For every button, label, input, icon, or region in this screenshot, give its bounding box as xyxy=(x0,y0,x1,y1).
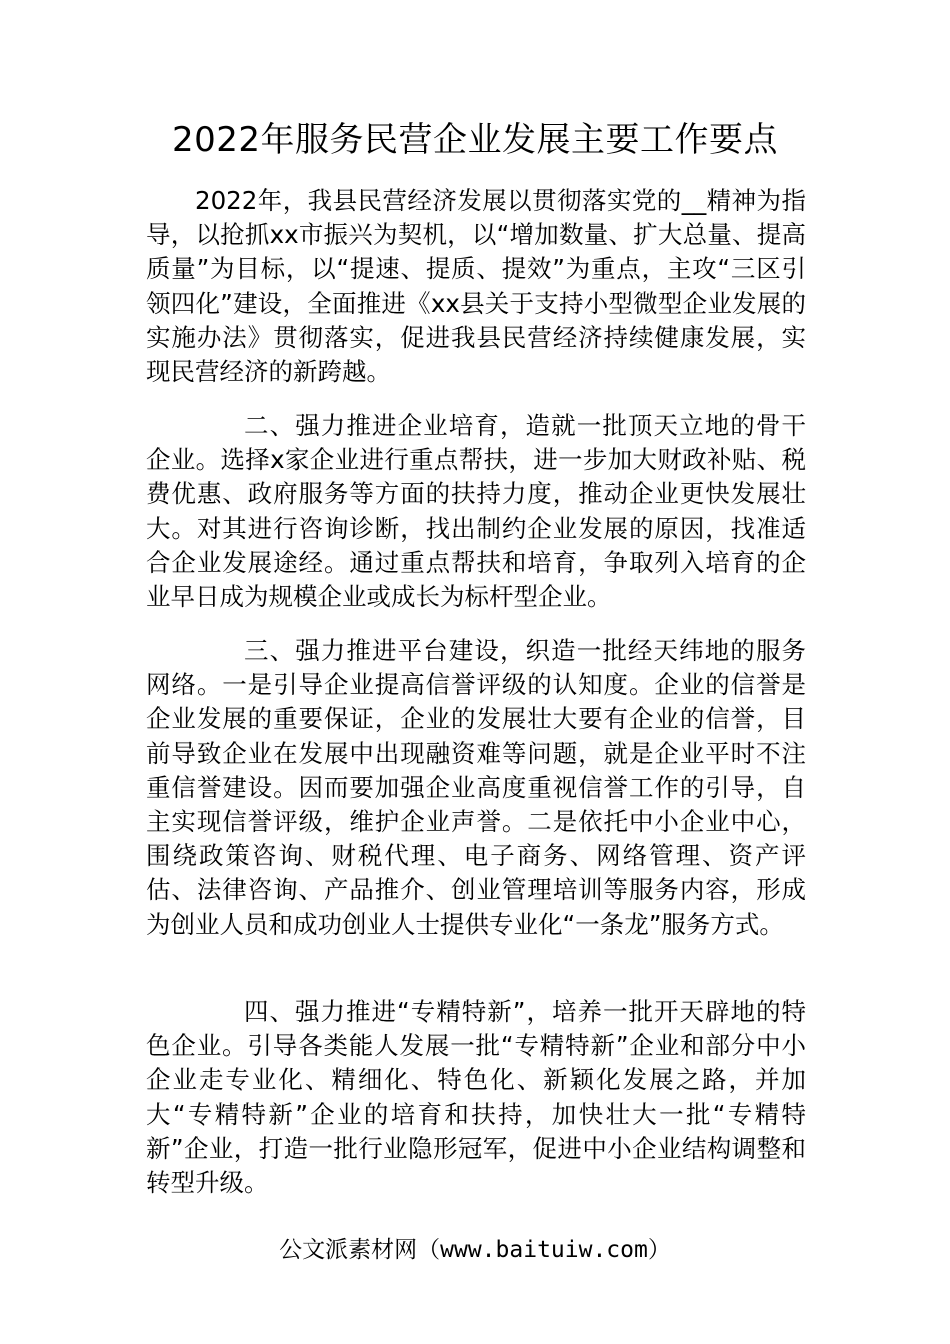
document-title: 2022年服务民营企业发展主要工作要点 xyxy=(171,120,779,160)
footer-watermark xyxy=(0,1232,950,1268)
paragraph-specialized-enterprises: 四、强力推进“专精特新”，培养一批开天辟地的特色企业。引导各类能人发展一批“专精特新”企业和部分中小企业走专业化、精细化、特色化、新颖化发展之路，并加大“专精特新”企业的培育和扶持，加快壮大一批“专精特新”企业，打造一批行业隐形冠军，促进中小企业结构调整和转型升级。 xyxy=(146,997,806,1198)
paragraph-enterprise-cultivation: 二、强力推进企业培育，造就一批顶天立地的骨干企业。选择x家企业进行重点帮扶，进一步加大财政补贴、税费优惠、政府服务等方面的扶持力度，推动企业更快发展壮大。对其进行咨询诊断，找出制约企业发展的原因，找准适合企业发展途经。通过重点帮扶和培育，争取列入培育的企业早日成为规模企业或成长为标杆型企业。 xyxy=(146,411,806,612)
paragraph-platform-construction: 三、强力推进平台建设，织造一批经天纬地的服务网络。一是引导企业提高信誉评级的认知度。企业的信誉是企业发展的重要保证，企业的发展壮大要有企业的信誉，目前导致企业在发展中出现融资难等问题，就是企业平时不注重信誉建设。因而要加强企业高度重视信誉工作的引导，自主实现信誉评级，维护企业声誉。二是依托中小企业中心，围绕政策咨询、财税代理、电子商务、网络管理、资产评估、法律咨询、产品推介、创业管理培训等服务内容，形成为创业人员和成功创业人士提供专业化“一条龙”服务方式。 xyxy=(146,636,806,939)
paragraph-intro: 2022年，我县民营经济发展以贯彻落实党的__精神为指导，以抢抓xx市振兴为契机，以“增加数量、扩大总量、提高质量”为目标，以“提速、提质、提效”为重点，主攻“三区引领四化”建设，全面推进《xx县关于支持小型微型企业发展的实施办法》贯彻落实，促进我县民营经济持续健康发展，实现民营经济的新跨越。 xyxy=(146,186,806,387)
footer-url[interactable]: （www.baituiw.com） xyxy=(417,1237,671,1263)
footer-site-name: 公文派素材网 xyxy=(279,1237,418,1263)
